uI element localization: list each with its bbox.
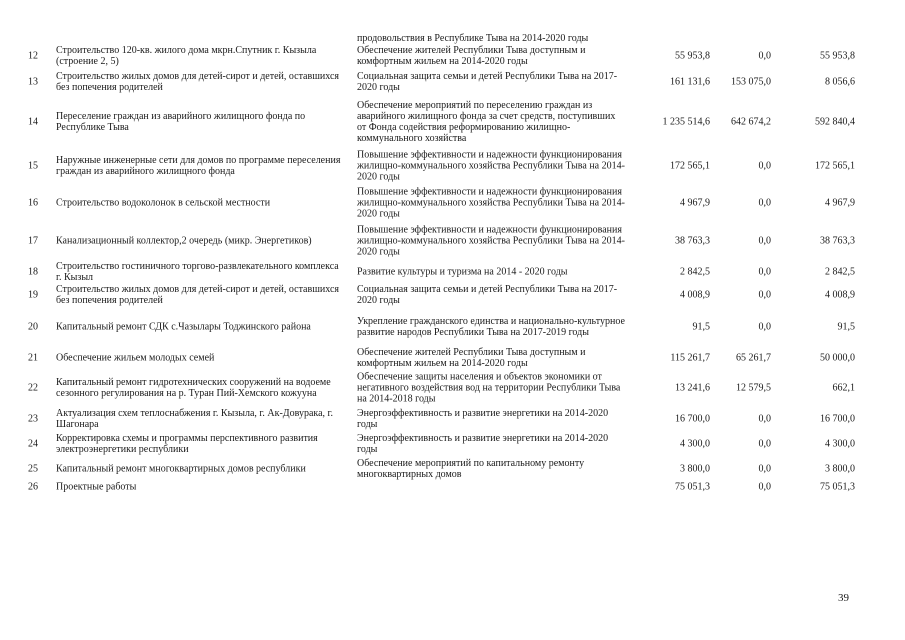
total-amount: 1 235 514,6 (662, 116, 710, 128)
table-row (0, 309, 905, 345)
federal-amount: 0,0 (758, 197, 771, 209)
total-amount: 172 565,1 (670, 160, 710, 171)
regional-amount: 4 008,9 (825, 289, 855, 301)
federal-amount: 0,0 (758, 160, 771, 171)
project-name: Строительство 120-кв. жилого дома мкрн.Спутник г. Кызыла (строение 2, 5) (56, 44, 317, 67)
table-row (0, 71, 905, 93)
regional-amount: 592 840,4 (815, 116, 855, 128)
project-name: Корректировка схемы и программы перспективного развития электроэнергетики республики (56, 433, 318, 455)
federal-amount: 642 674,2 (731, 116, 771, 128)
program-name: Энергоэффективность и развитие энергетики на 2014-2020 годы (357, 433, 609, 455)
program-name: Энергоэффективность и развитие энергетики на 2014-2020 годы (357, 407, 609, 430)
table-row (0, 44, 905, 67)
federal-amount: 0,0 (758, 50, 771, 61)
row-number: 13 (28, 76, 38, 88)
table-row (0, 223, 905, 259)
regional-amount: 38 763,3 (820, 235, 855, 247)
regional-amount: 75 051,3 (820, 481, 855, 492)
regional-amount: 172 565,1 (815, 160, 855, 171)
table-row (0, 370, 905, 405)
regional-amount: 662,1 (832, 382, 855, 393)
row-number: 25 (28, 463, 38, 474)
program-name: Укрепление гражданского единства и национально-культурное развитие народов Республики Тыва на 2017-2019 годы (357, 316, 625, 338)
project-name: Переселение граждан из аварийного жилищного фонда по Республике Тыва (56, 111, 306, 133)
total-amount: 13 241,6 (675, 382, 710, 393)
regional-amount: 50 000,0 (820, 352, 855, 364)
page-number: 39 (838, 592, 849, 604)
program-name: Развитие культуры и туризма на 2014 - 2020 годы (357, 266, 568, 277)
program-name: Обеспечение мероприятий по капитальному ремонту многоквартирных домов (357, 457, 585, 480)
project-name: Капитальный ремонт гидротехнических сооружений на водоеме сезонного регулирования на р. Туран Пий-Хемского кожууна (56, 376, 331, 399)
table-row (0, 262, 905, 281)
federal-amount: 0,0 (758, 289, 771, 301)
project-name: Строительство водоколонок в сельской местности (56, 197, 271, 209)
total-amount: 2 842,5 (680, 266, 710, 277)
project-name: Строительство жилых домов для детей-сирот и детей, оставшихся без попечения родителей (56, 284, 340, 306)
table-row (0, 432, 905, 456)
regional-amount: 8 056,6 (825, 76, 855, 88)
row-number: 22 (28, 382, 38, 393)
project-name: Строительство гостиничного торгово-развлекательного комплекса г. Кызыл (56, 260, 339, 283)
row-number: 14 (28, 116, 38, 128)
federal-amount: 0,0 (758, 266, 771, 277)
regional-amount: 3 800,0 (825, 463, 855, 474)
regional-amount: 4 300,0 (825, 438, 855, 450)
total-amount: 3 800,0 (680, 463, 710, 474)
table-row (0, 407, 905, 430)
row-number: 21 (28, 352, 38, 364)
row-number: 16 (28, 197, 38, 209)
program-name: Повышение эффективности и надежности функционирования жилищно-коммунального хозяйства Республики Тыва на 2014-2020 годы (357, 186, 625, 220)
federal-amount: 0,0 (758, 481, 771, 492)
project-name: Обеспечение жильем молодых семей (56, 352, 215, 364)
program-name: Повышение эффективности и надежности функционирования жилищно-коммунального хозяйства Республики Тыва на 2014-2020 годы (357, 149, 625, 182)
total-amount: 4 300,0 (680, 438, 710, 450)
program-name: Обеспечение защиты населения и объектов экономики от негативного воздействия вод на территории Республики Тыва на 2014-2018 годы (357, 371, 621, 404)
total-amount: 4 967,9 (680, 197, 710, 209)
table-row (0, 99, 905, 145)
federal-amount: 65 261,7 (736, 352, 771, 364)
project-name: Канализационный коллектор,2 очередь (микр. Энергетиков) (56, 235, 312, 247)
row-number: 18 (28, 266, 38, 277)
row-number: 15 (28, 160, 38, 171)
regional-amount: 4 967,9 (825, 197, 855, 209)
project-name: Наружные инженерные сети для домов по программе переселения граждан из аварийного жилищного фонда (56, 154, 341, 177)
table-row (0, 148, 905, 183)
program-name: Повышение эффективности и надежности функционирования жилищно-коммунального хозяйства Республики Тыва на 2014-2020 годы (357, 224, 625, 258)
row-number: 20 (28, 321, 38, 333)
table-row (0, 185, 905, 221)
project-name: Строительство жилых домов для детей-сирот и детей, оставшихся без попечения родителей (56, 71, 340, 93)
total-amount: 16 700,0 (675, 413, 710, 424)
row-number: 24 (28, 438, 38, 450)
total-amount: 115 261,7 (670, 352, 710, 364)
row-number: 17 (28, 235, 38, 247)
row-number: 12 (28, 50, 38, 61)
program-name: Обеспечение жителей Республики Тыва доступным и комфортным жильем на 2014-2020 годы (357, 347, 586, 369)
total-amount: 4 008,9 (680, 289, 710, 301)
program-name: Социальная защита семьи и детей Республики Тыва на 2017-2020 годы (357, 71, 618, 93)
project-name: Актуализация схем теплоснабжения г. Кызыла, г. Ак-Довурака, г. Шагонара (56, 407, 334, 430)
table-row (0, 458, 905, 479)
federal-amount: 0,0 (758, 438, 771, 450)
table-row (0, 284, 905, 306)
federal-amount: 153 075,0 (731, 76, 771, 88)
total-amount: 161 131,6 (670, 76, 710, 88)
table-row (0, 347, 905, 369)
federal-amount: 12 579,5 (736, 382, 771, 393)
project-name: Капитальный ремонт СДК с.Чазылары Тоджинского района (56, 321, 311, 333)
continued-program-text: продовольствия в Республике Тыва на 2014-2020 годы (357, 33, 589, 44)
federal-amount: 0,0 (758, 413, 771, 424)
table-row (0, 480, 905, 493)
project-name: Капитальный ремонт многоквартирных домов республики (56, 463, 306, 474)
row-number: 26 (28, 481, 38, 492)
program-name: Обеспечение мероприятий по переселению граждан из аварийного жилищного фонда за счет средств, поступивших от Фонда содействия реформированию жилищно-коммунального хозяйства (357, 100, 616, 144)
program-name: Социальная защита семьи и детей Республики Тыва на 2017-2020 годы (357, 284, 618, 306)
total-amount: 75 051,3 (675, 481, 710, 492)
total-amount: 91,5 (692, 321, 710, 333)
federal-amount: 0,0 (758, 321, 771, 333)
federal-amount: 0,0 (758, 463, 771, 474)
row-number: 23 (28, 413, 38, 424)
total-amount: 55 953,8 (675, 50, 710, 61)
federal-amount: 0,0 (758, 235, 771, 247)
regional-amount: 2 842,5 (825, 266, 855, 277)
total-amount: 38 763,3 (675, 235, 710, 247)
regional-amount: 55 953,8 (820, 50, 855, 61)
row-number: 19 (28, 289, 38, 301)
project-name: Проектные работы (56, 481, 137, 492)
regional-amount: 16 700,0 (820, 413, 855, 424)
regional-amount: 91,5 (837, 321, 855, 333)
program-name: Обеспечение жителей Республики Тыва доступным и комфортным жильем на 2014-2020 годы (357, 44, 586, 67)
